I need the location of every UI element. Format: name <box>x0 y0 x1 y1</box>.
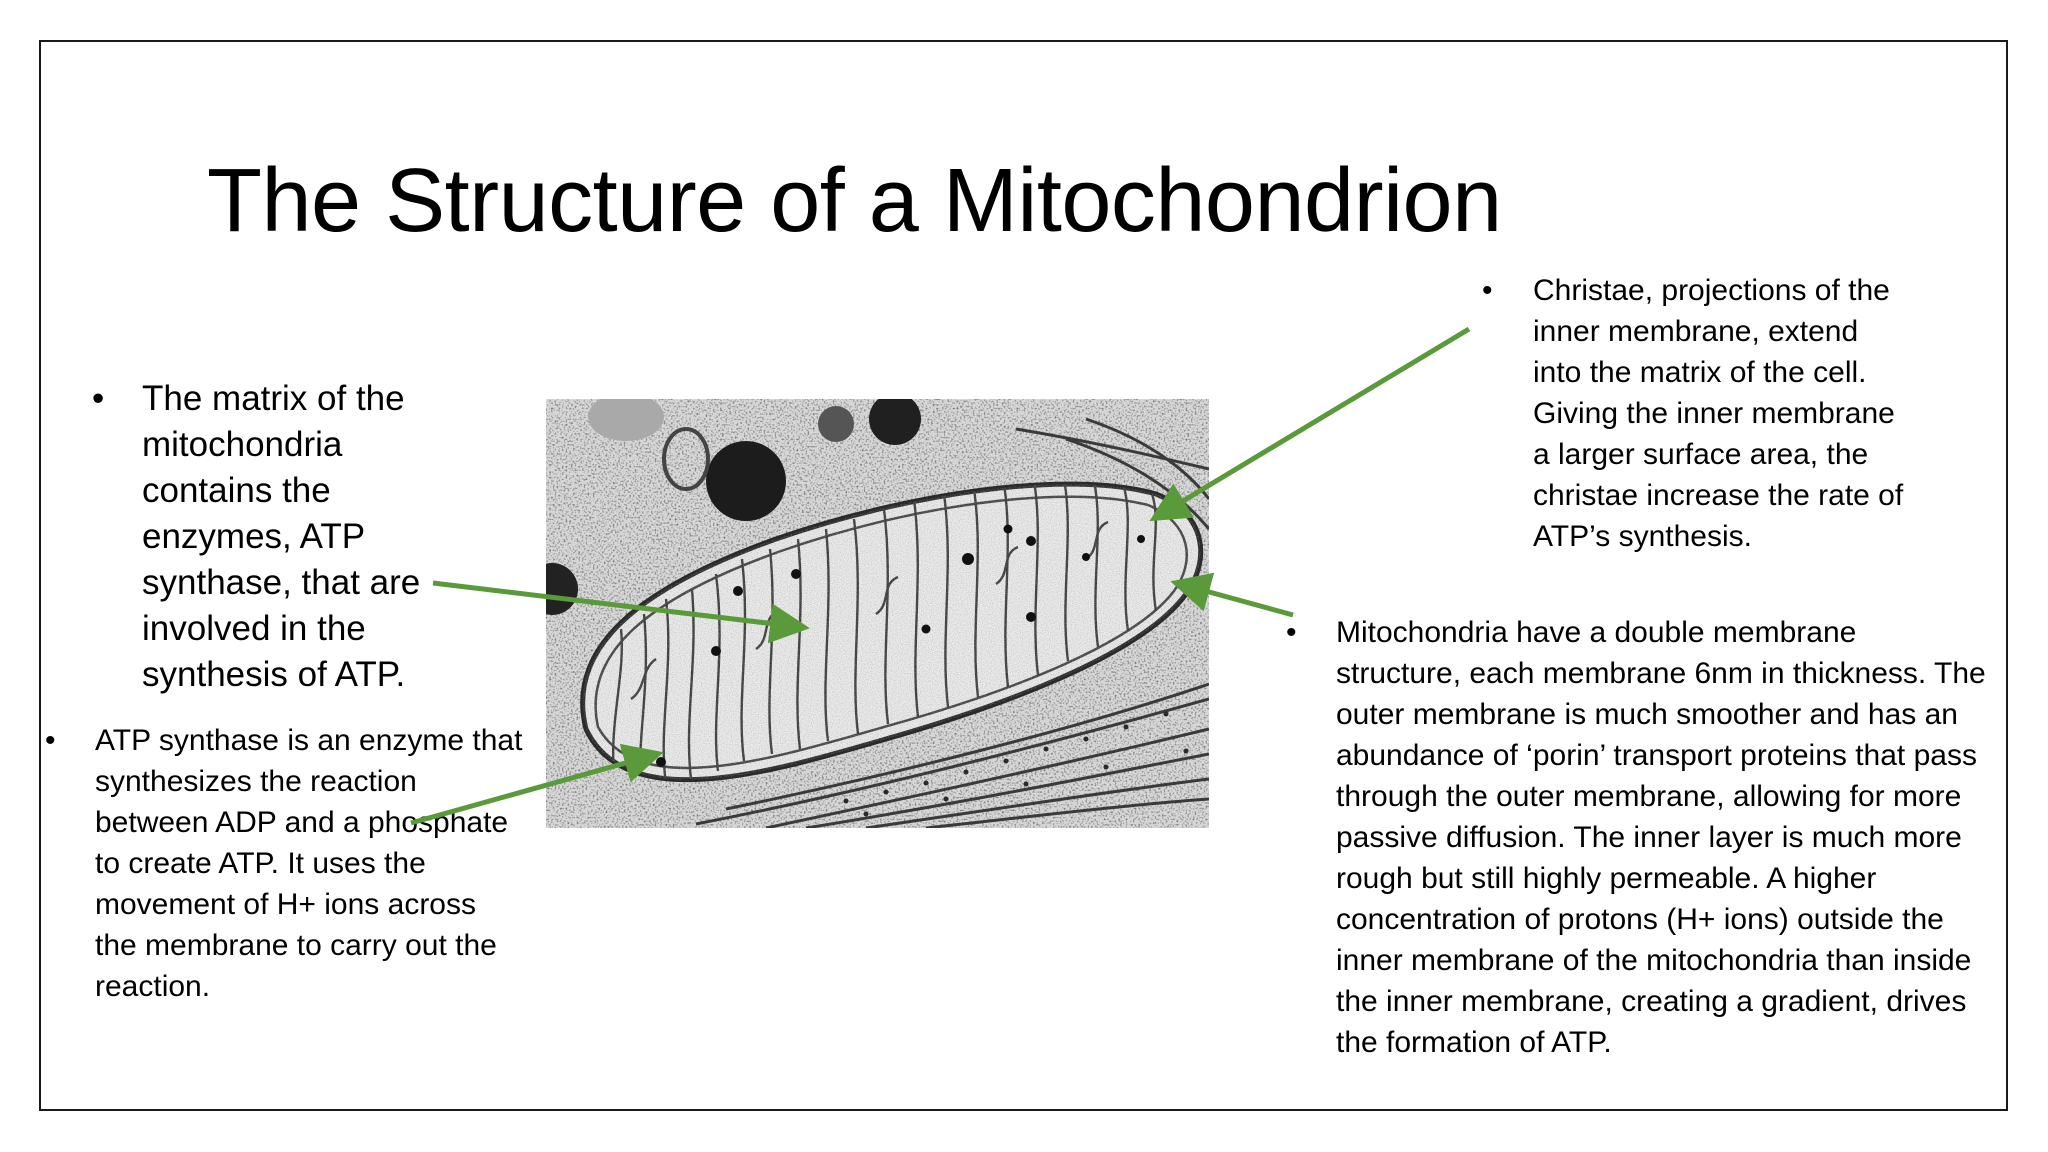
bullet-matrix <box>92 376 462 698</box>
bullet-dot: • <box>1482 274 1493 307</box>
bullet-atp-synthase-text: ATP synthase is an enzyme that synthesizes the reaction between ADP and a phosphate to create ATP. It uses the movement of H+ ions across the membrane to carry out the reaction. <box>95 724 523 1003</box>
bullet-matrix-text: The matrix of the mitochondria contains the enzymes, ATP synthase, that are involved in the synthesis of ATP. <box>142 379 421 694</box>
bullet-atp-synthase <box>45 720 525 1007</box>
bullet-dot: • <box>1286 616 1297 649</box>
bullet-christae-text: Christae, projections of the inner membrane, extend into the matrix of the cell. Giving the inner membrane a larger surface area, the christae increase the rate of ATP’s synthesis. <box>1533 274 1904 553</box>
mitochondrion-micrograph <box>546 399 1209 828</box>
bullet-dot: • <box>92 379 105 418</box>
bullet-double-membrane-text: Mitochondria have a double membrane structure, each membrane 6nm in thickness. The outer membrane is much smoother and has an abundance of ‘porin’ transport proteins that pass through the outer membrane, allowing for more passive diffusion. The inner layer is much more rough but still highly permeable. A higher concentration of protons (H+ ions) outside the inner membrane of the mitochondria than inside the inner membrane, creating a gradient, drives the formation of ATP. <box>1336 616 1986 1059</box>
slide-title: The Structure of a Mitochondrion <box>207 151 1502 251</box>
bullet-dot: • <box>45 724 56 757</box>
bullet-double-membrane <box>1286 612 1986 1063</box>
bullet-christae <box>1482 270 1912 557</box>
